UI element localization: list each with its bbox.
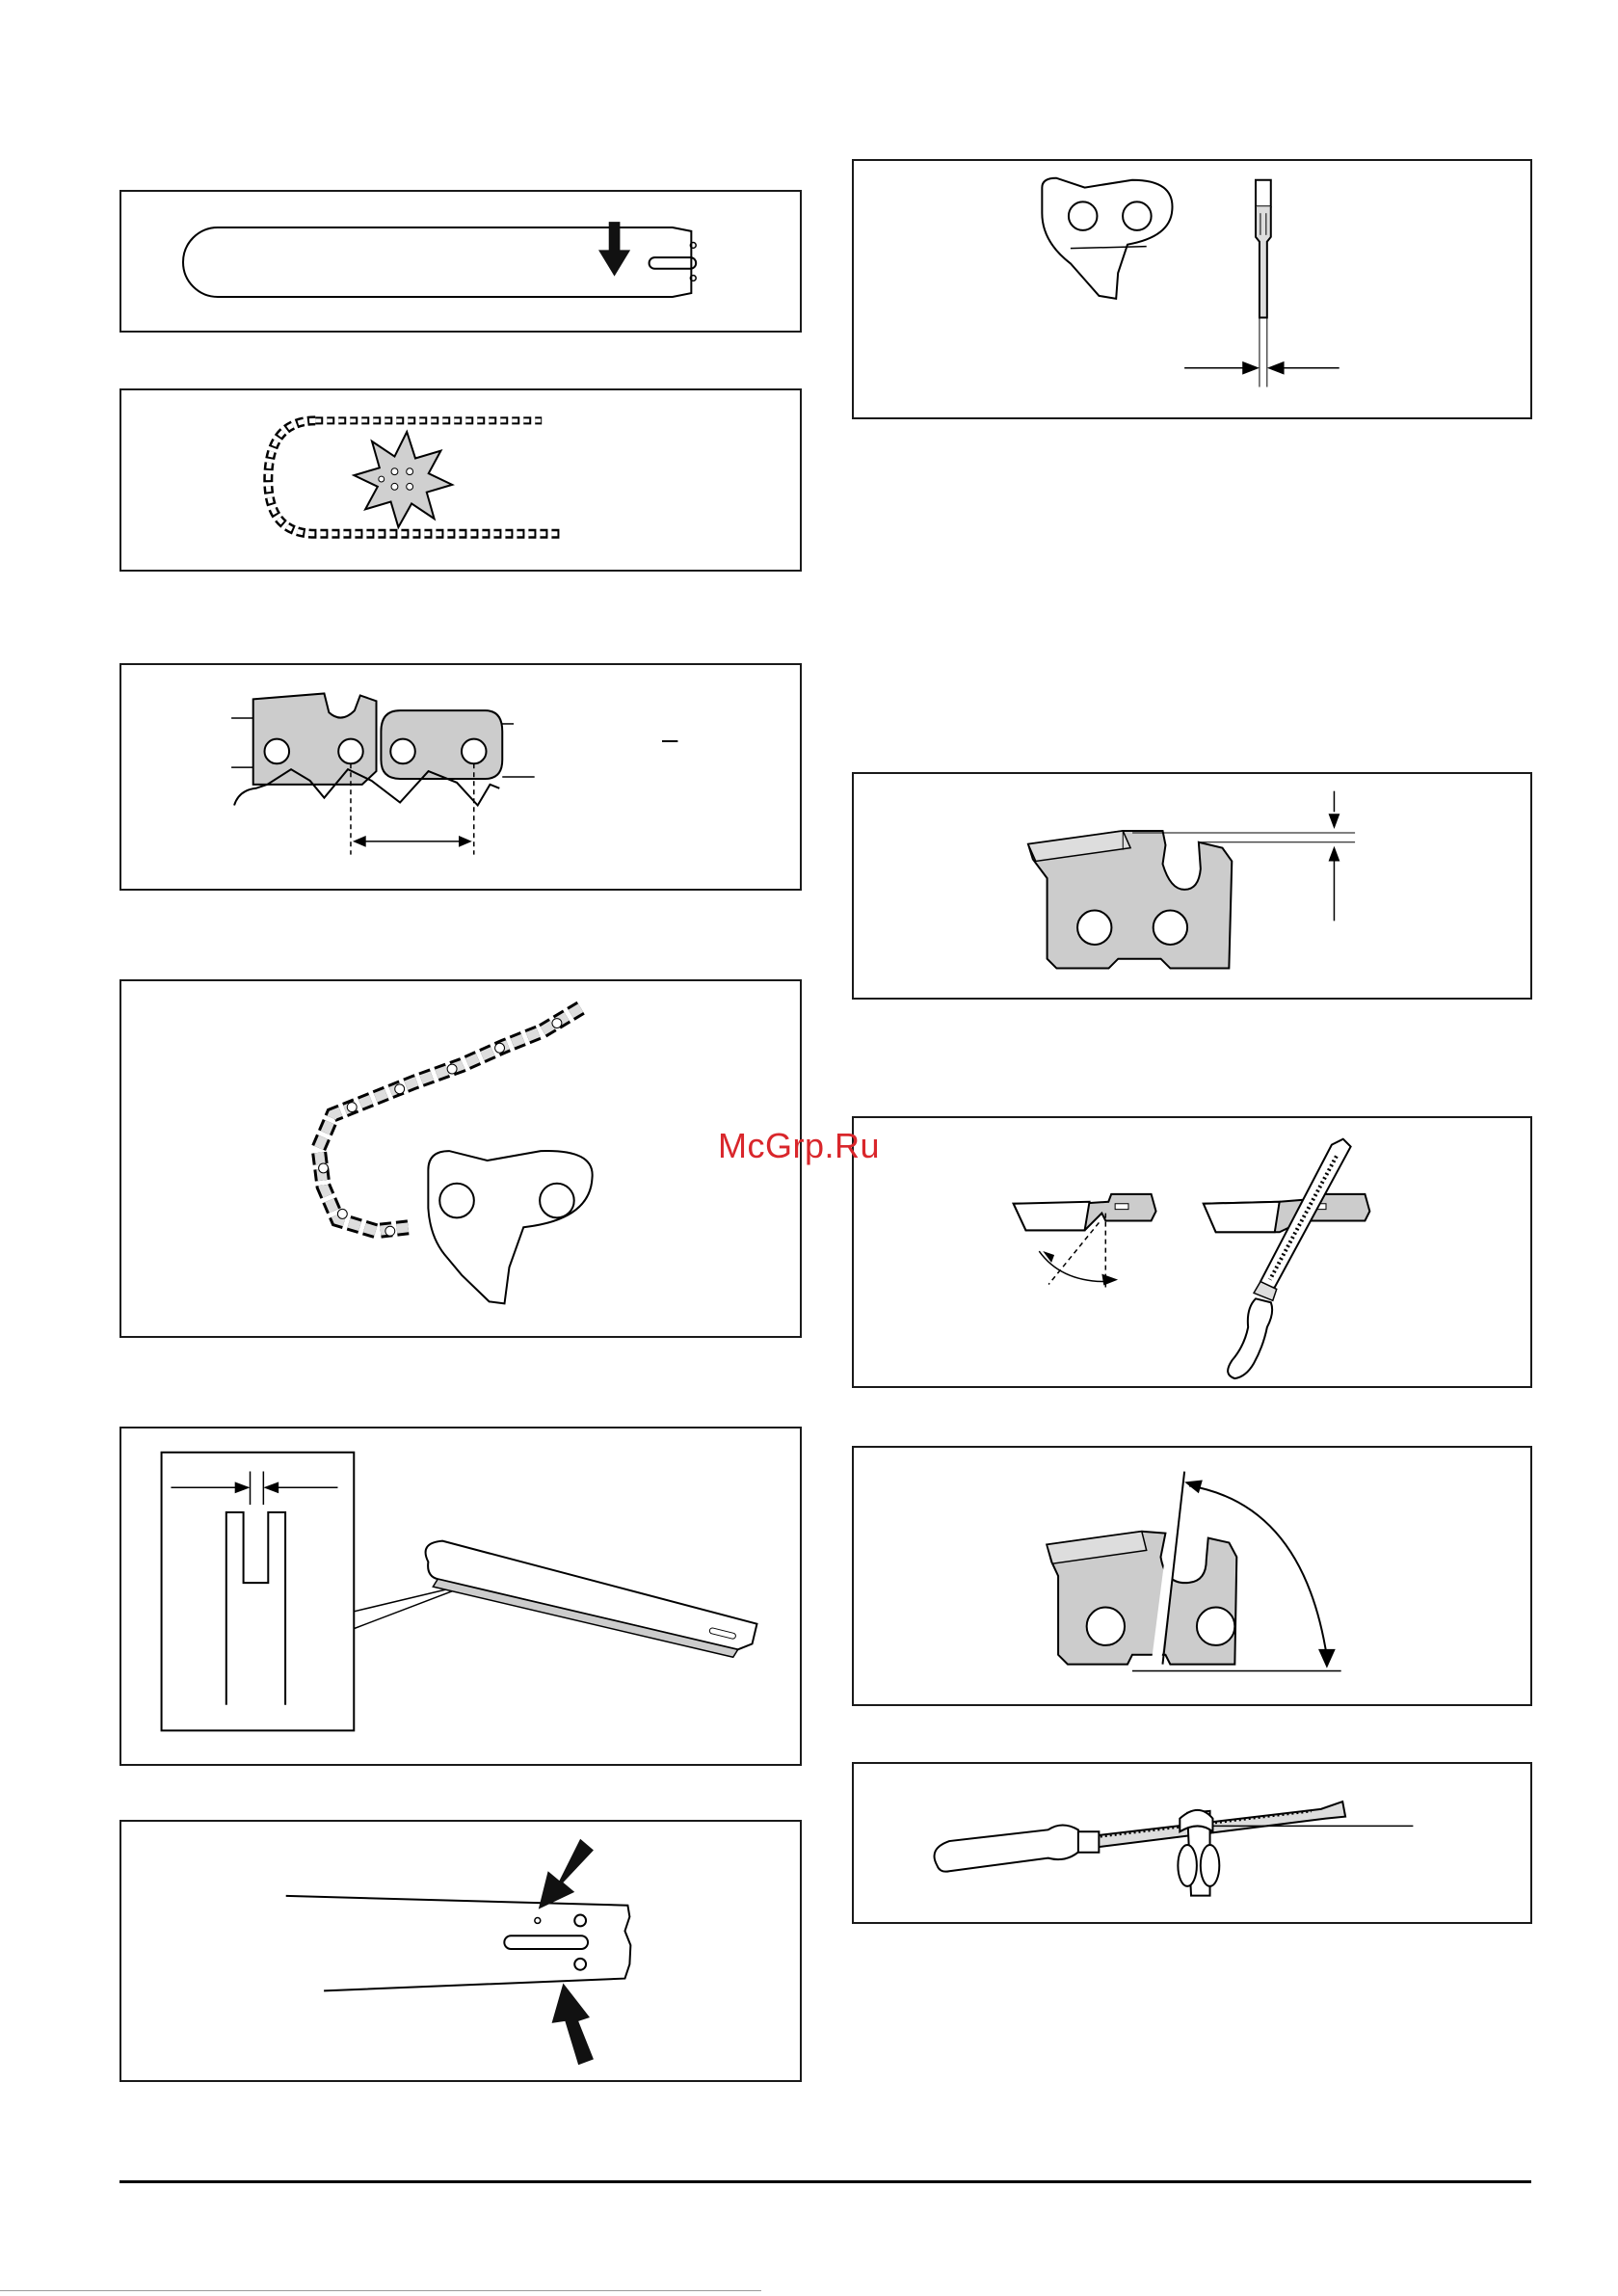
cutter-depth-icon bbox=[854, 774, 1530, 998]
figure-file-holder bbox=[852, 1762, 1532, 1924]
figure-depth-gauge-setting bbox=[852, 772, 1532, 1000]
file-holder-icon bbox=[854, 1764, 1530, 1922]
file-angle-icon bbox=[854, 1118, 1530, 1386]
drive-link-gauge-icon bbox=[854, 161, 1530, 417]
cutter-angle-icon bbox=[854, 1448, 1530, 1704]
figure-filing-angle bbox=[852, 1116, 1532, 1388]
sprocket-chain-icon bbox=[121, 390, 800, 570]
bar-groove-icon bbox=[121, 1428, 800, 1764]
bar-nose-icon bbox=[121, 1822, 800, 2080]
guide-bar-icon bbox=[121, 192, 800, 331]
chain-pitch-icon bbox=[121, 665, 800, 889]
figure-bar-with-arrow bbox=[119, 190, 802, 333]
pitch-mark: – bbox=[662, 723, 678, 756]
figure-chain-pitch bbox=[119, 663, 802, 891]
footer-rule bbox=[119, 2180, 1531, 2183]
figure-bar-oil-holes bbox=[119, 1820, 802, 2082]
watermark-text: McGrp.Ru bbox=[718, 1126, 881, 1165]
drive-link-icon bbox=[121, 981, 800, 1336]
bottom-edge-line bbox=[0, 2290, 761, 2291]
figure-drive-link-gauge bbox=[852, 159, 1532, 419]
figure-chain-on-sprocket bbox=[119, 388, 802, 572]
figure-bar-groove-width bbox=[119, 1427, 802, 1766]
figure-chain-drive-link bbox=[119, 979, 802, 1338]
figure-cutter-top-plate-angle bbox=[852, 1446, 1532, 1706]
